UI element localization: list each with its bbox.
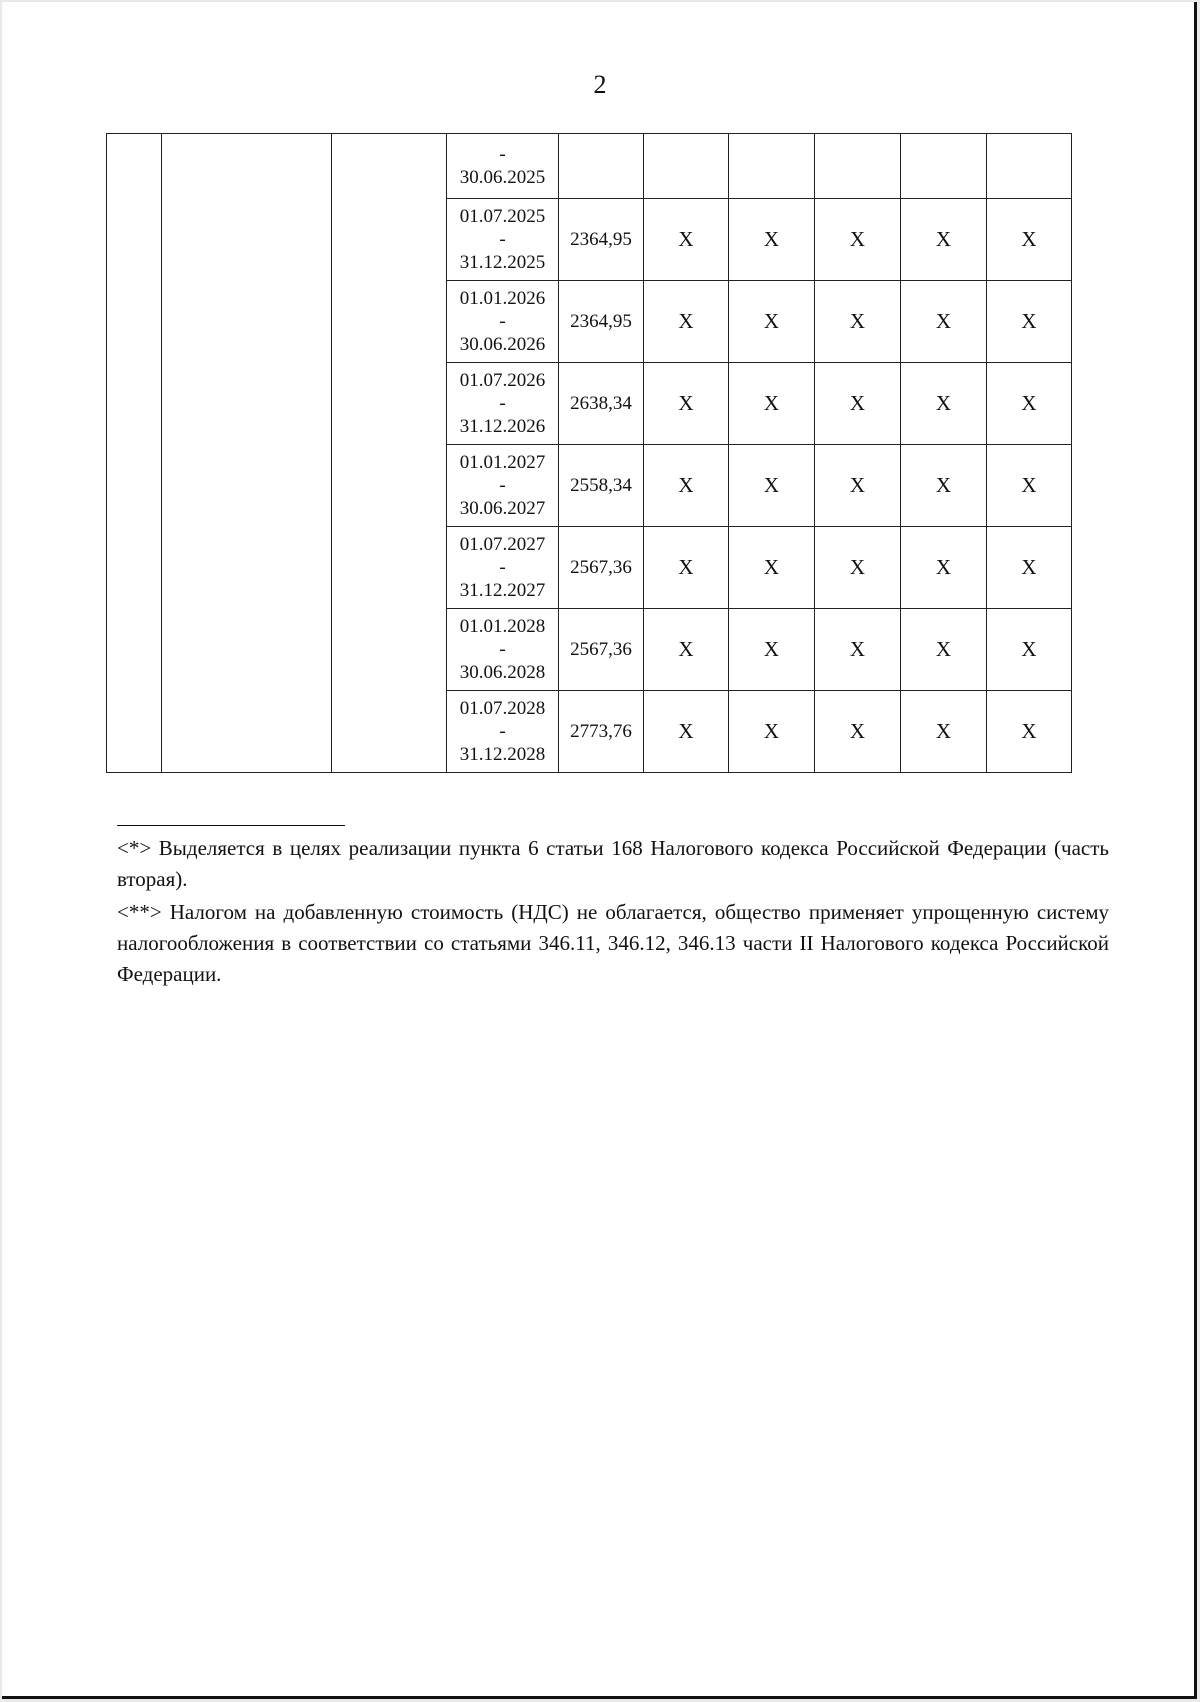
mark-cell	[815, 134, 901, 199]
period-end: 30.06.2026	[459, 334, 546, 355]
mark-cell: Х	[815, 445, 901, 527]
period-cell	[447, 199, 559, 281]
empty-cell	[107, 134, 162, 773]
mark-cell: Х	[987, 691, 1072, 773]
mark-cell: Х	[644, 527, 729, 609]
mark-cell: Х	[644, 363, 729, 445]
price-cell: 2567,36	[559, 609, 644, 691]
period-dash: -	[499, 557, 506, 578]
mark-cell: Х	[729, 609, 815, 691]
mark-cell: Х	[987, 445, 1072, 527]
mark-cell: Х	[901, 199, 987, 281]
mark-cell: Х	[729, 363, 815, 445]
mark-cell: Х	[987, 363, 1072, 445]
mark-cell: Х	[644, 281, 729, 363]
table-row	[107, 134, 1072, 199]
mark-cell: Х	[729, 199, 815, 281]
period-start: 01.01.2026	[459, 288, 546, 309]
footnote-1: <*> Выделяется в целях реализации пункта 6 статьи 168 Налогового кодекса Российской Федерации (часть вторая).	[117, 836, 1109, 891]
mark-cell: Х	[901, 609, 987, 691]
footnotes	[117, 833, 1109, 992]
period-dash: -	[499, 393, 506, 414]
period-cell	[447, 609, 559, 691]
period-end: 30.06.2025	[459, 167, 546, 188]
period-end: 31.12.2025	[459, 252, 546, 273]
mark-cell: Х	[815, 691, 901, 773]
period-end: 31.12.2027	[459, 580, 546, 601]
mark-cell	[901, 134, 987, 199]
mark-cell: Х	[729, 527, 815, 609]
price-cell: 2364,95	[559, 281, 644, 363]
mark-cell: Х	[815, 363, 901, 445]
price-cell: 2364,95	[559, 199, 644, 281]
price-cell: 2567,36	[559, 527, 644, 609]
period-cell	[447, 527, 559, 609]
mark-cell: Х	[815, 527, 901, 609]
mark-cell: Х	[644, 691, 729, 773]
period-dash: -	[499, 311, 506, 332]
mark-cell: Х	[987, 527, 1072, 609]
mark-cell: Х	[987, 281, 1072, 363]
period-dash: -	[499, 721, 506, 742]
empty-cell	[332, 134, 447, 773]
footnote-2: <**> Налогом на добавленную стоимость (НДС) не облагается, общество применяет упрощенную систему налогообложения в соответствии со статьями 346.11, 346.12, 346.13 части II Налогового кодекса Российской Федерации.	[117, 900, 1109, 986]
mark-cell: Х	[644, 609, 729, 691]
period-cell	[447, 281, 559, 363]
price-cell: 2773,76	[559, 691, 644, 773]
period-end: 30.06.2027	[459, 498, 546, 519]
price-cell: 2558,34	[559, 445, 644, 527]
mark-cell: Х	[644, 199, 729, 281]
period-cell	[447, 691, 559, 773]
period-end: 31.12.2026	[459, 416, 546, 437]
mark-cell: Х	[901, 445, 987, 527]
mark-cell	[987, 134, 1072, 199]
period-end: 30.06.2028	[459, 662, 546, 683]
period-start: 01.07.2027	[459, 534, 546, 555]
price-cell	[559, 134, 644, 199]
mark-cell: Х	[901, 691, 987, 773]
period-dash: -	[499, 144, 506, 165]
mark-cell: Х	[729, 691, 815, 773]
period-start: 01.01.2027	[459, 452, 546, 473]
price-cell: 2638,34	[559, 363, 644, 445]
period-cell	[447, 445, 559, 527]
period-start: 01.01.2028	[459, 616, 546, 637]
mark-cell: Х	[901, 363, 987, 445]
mark-cell: Х	[815, 281, 901, 363]
period-cell	[447, 363, 559, 445]
period-start: 01.07.2028	[459, 698, 546, 719]
mark-cell: Х	[987, 609, 1072, 691]
mark-cell	[729, 134, 815, 199]
period-end: 31.12.2028	[459, 744, 546, 765]
mark-cell: Х	[729, 281, 815, 363]
mark-cell: Х	[815, 199, 901, 281]
mark-cell	[644, 134, 729, 199]
mark-cell: Х	[901, 527, 987, 609]
empty-cell	[162, 134, 332, 773]
mark-cell: Х	[644, 445, 729, 527]
period-dash: -	[499, 229, 506, 250]
period-start: 01.07.2025	[459, 206, 546, 227]
period-dash: -	[499, 639, 506, 660]
mark-cell: Х	[729, 445, 815, 527]
mark-cell: Х	[987, 199, 1072, 281]
period-start: 01.07.2026	[459, 370, 546, 391]
page-number: 2	[593, 70, 607, 99]
period-dash: -	[499, 475, 506, 496]
tariff-table	[106, 133, 1072, 773]
mark-cell: Х	[815, 609, 901, 691]
period-cell	[447, 134, 559, 199]
footnote-separator	[117, 825, 345, 826]
mark-cell: Х	[901, 281, 987, 363]
